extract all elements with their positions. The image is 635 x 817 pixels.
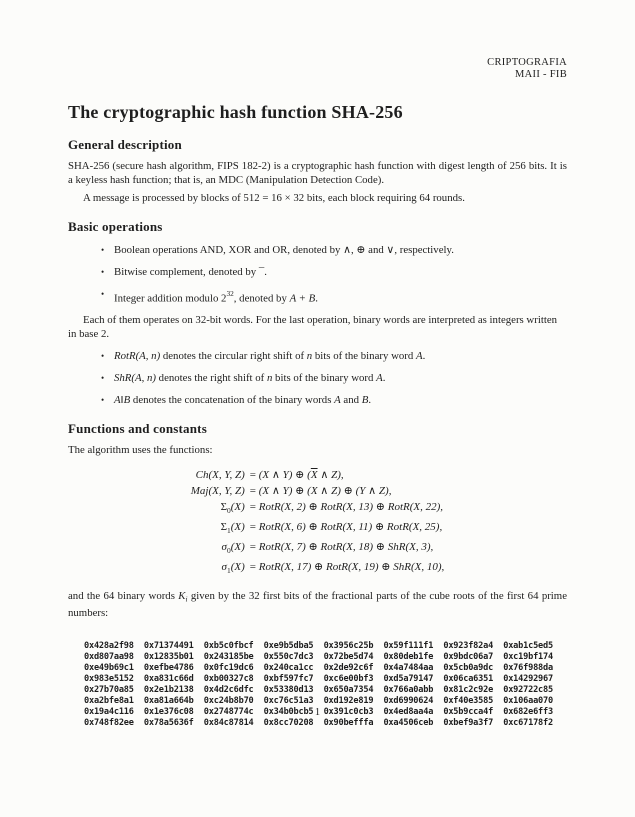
constant-value: 0xbef9a3f7: [443, 718, 494, 729]
constant-value: 0xb5c0fbcf: [203, 641, 254, 652]
bullet-text: RotR(A, n) denotes the circular right shift of n bits of the binary word A.: [114, 350, 426, 363]
constants-row: [84, 696, 553, 707]
bullet-icon: •: [101, 289, 105, 299]
constant-value: 0xe9b5dba5: [263, 641, 314, 652]
paragraph-operands: Each of them operates on 32-bit words. For the last operation, binary words are interpreted as integers written in base 2.: [68, 314, 558, 341]
constant-value: 0x1e376c08: [143, 707, 194, 718]
bullet-text: A‖B denotes the concatenation of the binary words A and B.: [114, 394, 372, 407]
constant-value: 0x76f988da: [503, 663, 553, 674]
list-item: [101, 265, 567, 279]
constant-value: 0xc19bf174: [503, 652, 553, 663]
bullet-icon: •: [101, 373, 105, 384]
constant-value: 0xf40e3585: [443, 696, 494, 707]
constant-value: 0x14292967: [503, 674, 553, 685]
section-heading-functions-constants: Functions and constants: [68, 421, 207, 437]
constant-value: 0x2748774c: [203, 707, 254, 718]
constant-value: 0x983e5152: [84, 674, 134, 685]
bullet-icon: •: [101, 395, 105, 406]
constant-value: 0x682e6ff3: [503, 707, 553, 718]
constant-value: 0x106aa070: [503, 696, 553, 707]
constant-value: 0xd6990624: [383, 696, 434, 707]
constant-value: 0x72be5d74: [323, 652, 374, 663]
constant-value: 0xc6e00bf3: [323, 674, 374, 685]
constant-value: 0x0fc19dc6: [203, 663, 254, 674]
bullet-list-notation: [68, 349, 567, 407]
constants-row: [84, 641, 553, 652]
constant-value: 0x81c2c92e: [443, 685, 494, 696]
page-number: 1: [314, 707, 321, 718]
page-title: The cryptographic hash function SHA-256: [68, 102, 403, 122]
constant-value: 0x766a0abb: [383, 685, 434, 696]
constant-value: 0xc67178f2: [503, 718, 553, 729]
equation-rhs: = (X ∧ Y) ⊕ ($\overline{X}$ ∧ Z),: [249, 469, 344, 482]
constant-value: 0x428a2f98: [84, 641, 134, 652]
constant-value: 0xa831c66d: [143, 674, 194, 685]
equation-lhs: Ch(X, Y, Z): [195, 469, 245, 482]
constant-value: 0x4ed8aa4a: [383, 707, 434, 718]
constant-value: 0x59f111f1: [383, 641, 434, 652]
constants-row: [84, 685, 553, 696]
constant-value: 0xd807aa98: [84, 652, 134, 663]
header-department: MAII - FIB: [515, 69, 567, 80]
constant-value: 0x53380d13: [263, 685, 314, 696]
bullet-text: ShR(A, n) denotes the right shift of n bits of the binary word A.: [114, 372, 386, 385]
constant-value: 0x2de92c6f: [323, 663, 374, 674]
list-item: [101, 349, 567, 363]
constant-value: 0x243185be: [203, 652, 254, 663]
constant-value: 0x9bdc06a7: [443, 652, 494, 663]
paragraph-constants-outro: and the 64 binary words $K_i$ given by the 32 first bits of the fractional parts of the cube roots of the first 64 prime numbers:: [68, 589, 567, 620]
equation-rhs: = RotR(X, 2) ⊕ RotR(X, 13) ⊕ RotR(X, 22),: [249, 501, 444, 514]
constant-value: 0x2e1b2138: [143, 685, 194, 696]
paragraph-functions-intro: The algorithm uses the functions:: [68, 444, 213, 457]
constant-value: 0x71374491: [143, 641, 194, 652]
constant-value: 0xa4506ceb: [383, 718, 434, 729]
constant-value: 0xc76c51a3: [263, 696, 314, 707]
constant-value: 0x923f82a4: [443, 641, 494, 652]
constant-value: 0x90befffa: [323, 718, 374, 729]
constant-value: 0x748f82ee: [84, 718, 134, 729]
constant-value: 0xefbe4786: [143, 663, 194, 674]
bullet-icon: •: [101, 351, 105, 362]
constant-value: 0x4a7484aa: [383, 663, 434, 674]
header-course-name: CRIPTOGRAFIA: [487, 57, 567, 68]
constant-value: 0xb00327c8: [203, 674, 254, 685]
equation-block: [191, 467, 445, 579]
constant-value: 0x391c0cb3: [323, 707, 374, 718]
equation-lhs: Maj(X, Y, Z): [190, 485, 245, 498]
equation-rhs: = (X ∧ Y) ⊕ (X ∧ Z) ⊕ (Y ∧ Z),: [249, 485, 392, 498]
constant-value: 0xc24b8b70: [203, 696, 254, 707]
constant-value: 0xab1c5ed5: [503, 641, 553, 652]
constant-value: 0x06ca6351: [443, 674, 494, 685]
constant-value: 0xe49b69c1: [84, 663, 134, 674]
constants-row: [84, 718, 553, 729]
bullet-text: Integer addition modulo $2^{32}$, denoted by A + B.: [114, 289, 318, 305]
document-header: [68, 57, 567, 81]
constants-row: [84, 674, 553, 685]
equation-rhs: = RotR(X, 7) ⊕ RotR(X, 18) ⊕ ShR(X, 3),: [249, 541, 434, 554]
list-item: [101, 371, 567, 385]
equation-lhs: $\Sigma_1(X)$: [220, 521, 245, 536]
bullet-text: Boolean operations AND, XOR and OR, denoted by ∧, ⊕ and ∨, respectively.: [114, 244, 454, 256]
constants-row: [84, 652, 553, 663]
constant-value: 0xa2bfe8a1: [84, 696, 134, 707]
constant-value: 0x5b9cca4f: [443, 707, 494, 718]
constant-value: 0xd192e819: [323, 696, 374, 707]
constant-value: 0x650a7354: [323, 685, 374, 696]
section-heading-basic-operations: Basic operations: [68, 219, 163, 234]
constant-value: 0x80deb1fe: [383, 652, 434, 663]
constant-value: 0xbf597fc7: [263, 674, 314, 685]
constant-value: 0x34b0bcb5: [263, 707, 314, 718]
constant-value: 0x4d2c6dfc: [203, 685, 254, 696]
equation-lhs: $\sigma_0(X)$: [221, 541, 245, 555]
constant-value: 0x19a4c116: [84, 707, 134, 718]
bullet-icon: •: [101, 245, 105, 255]
constant-value: 0x27b70a85: [84, 685, 134, 696]
bullet-icon: •: [101, 267, 105, 277]
bullet-list-operations: [68, 243, 567, 305]
section-heading-general-description: General description: [68, 137, 182, 152]
list-item: [101, 287, 567, 305]
constant-value: 0x92722c85: [503, 685, 553, 696]
equation-lhs: $\sigma_1(X)$: [221, 560, 245, 575]
constant-value: 0x5cb0a9dc: [443, 663, 494, 674]
constant-value: 0x3956c25b: [323, 641, 374, 652]
equation-lhs: $\Sigma_0(X)$: [220, 501, 245, 516]
constants-row: [84, 663, 553, 674]
constant-value: 0x8cc70208: [263, 718, 314, 729]
constant-value: 0x12835b01: [143, 652, 194, 663]
equation-rhs: = RotR(X, 6) ⊕ RotR(X, 11) ⊕ RotR(X, 25),: [249, 521, 443, 534]
constant-value: 0xa81a664b: [143, 696, 194, 707]
bullet-text: Bitwise complement, denoted by ¯.: [114, 266, 267, 278]
constant-value: 0xd5a79147: [383, 674, 434, 685]
list-item: [101, 243, 567, 257]
paragraph-general-2: A message is processed by blocks of 512 = 16 × 32 bits, each block requiring 64 rounds.: [83, 192, 465, 204]
list-item: [101, 393, 567, 407]
constant-value: 0x84c87814: [203, 718, 254, 729]
equation-rhs: = RotR(X, 17) ⊕ RotR(X, 19) ⊕ ShR(X, 10),: [249, 560, 445, 573]
constant-value: 0x550c7dc3: [263, 652, 314, 663]
constant-value: 0x78a5636f: [143, 718, 194, 729]
constant-value: 0x240ca1cc: [263, 663, 314, 674]
paragraph-general-1: SHA-256 (secure hash algorithm, FIPS 182-2) is a cryptographic hash function with digest length of 256 bits. It is a keyless hash function; that is, an MDC (Manipulation Detection Code).: [68, 160, 567, 186]
